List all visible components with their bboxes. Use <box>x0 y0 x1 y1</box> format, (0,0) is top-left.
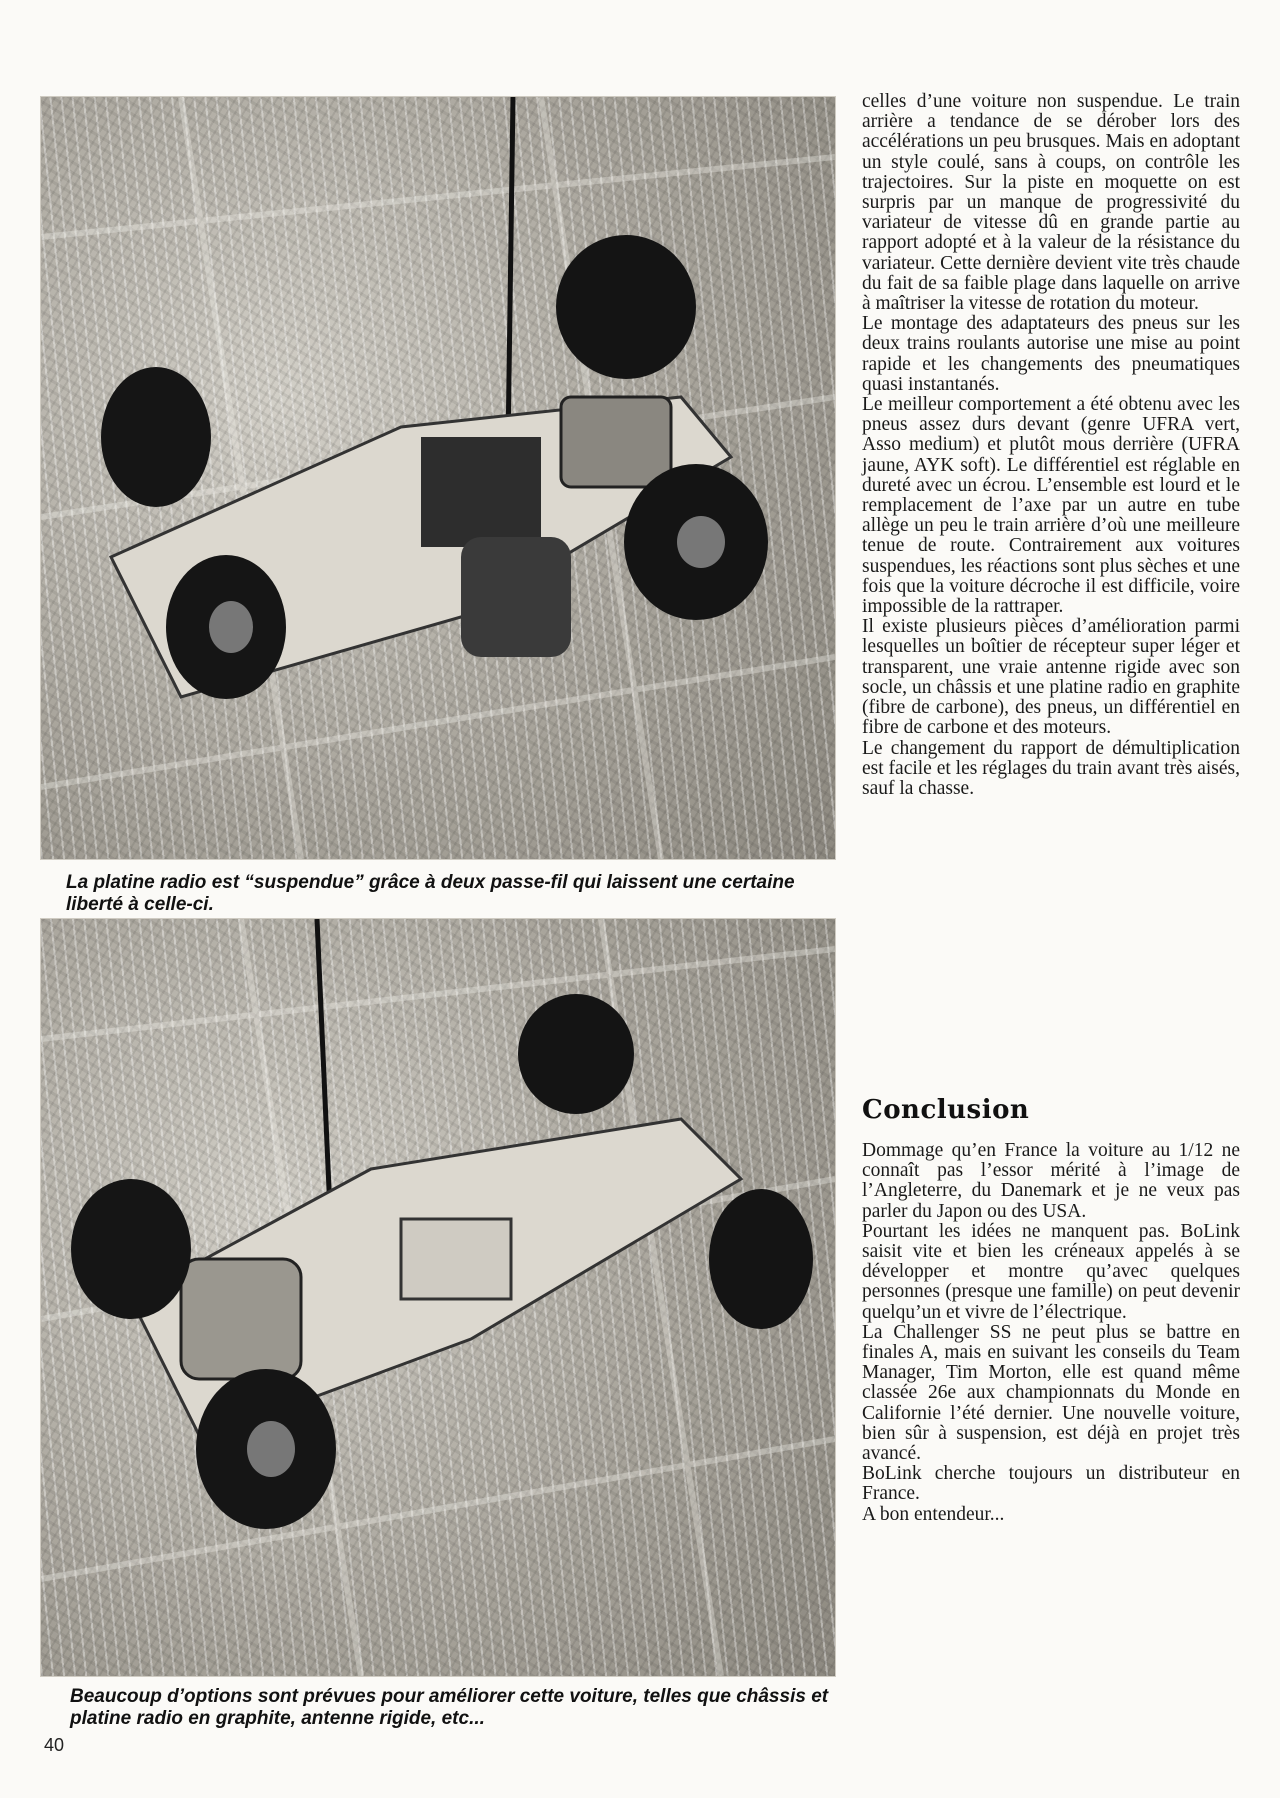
photo-caption-1: La platine radio est “suspendue” grâce à deux passe-fil qui laissent une certaine liberté à celle-ci. <box>66 872 795 915</box>
article-paragraph: A bon entendeur... <box>862 1503 1005 1525</box>
article-paragraph: Le montage des adaptateurs des pneus sur les deux trains roulants autorise une mise au point rapide et les changements des pneumatiques quasi instantanés. <box>862 313 1240 395</box>
article-paragraph: Dommage qu’en France la voiture au 1/12 ne connaît pas l’essor mérité à l’image de l’Angleterre, du Danemark et je ne veux pas parler du Japon ou des USA. <box>862 1140 1240 1222</box>
conclusion-section <box>862 1095 1240 1525</box>
conclusion-heading: Conclusion <box>862 1095 1030 1125</box>
article-paragraph: Le meilleur comportement a été obtenu avec les pneus assez durs devant (genre UFRA vert, Asso medium) et plutôt mous derrière (UFRA jaune, AYK soft). Le différentiel est réglable en dureté avec un écrou. L’ensemble est lourd et le remplacement de l’axe par un autre en tube allège un peu le train arrière d’où une meilleure tenue de route. Contrairement aux voitures suspendues, les réactions sont plus sèches et une fois que la voiture décroche il est difficile, voire impossible de la rattraper. <box>862 394 1241 618</box>
article-paragraph: BoLink cherche toujours un distributeur en France. <box>862 1463 1240 1505</box>
article-paragraph: celles d’une voiture non suspendue. Le train arrière a tendance de se dérober lors des accélérations un peu brusques. Mais en adoptant un style coulé, sans à coups, on contrôle les trajectoires. Sur la piste en moquette on est surpris par un manque de progressivité du variateur de vitesse dû en grande partie au rapport adopté et à la valeur de la résistance du variateur. Cette dernière devient vite très chaude du fait de sa faible plage dans laquelle on arrive à maîtriser la vitesse de rotation du moteur. <box>862 91 1240 315</box>
photo-caption-2: Beaucoup d’options sont prévues pour améliorer cette voiture, telles que châssis et platine radio en graphite, antenne rigide, etc... <box>70 1686 829 1729</box>
article-paragraph: Le changement du rapport de démultiplication est facile et les réglages du train avant très aisés, sauf la chasse. <box>862 737 1240 799</box>
article-column <box>862 92 1240 799</box>
article-paragraph: Il existe plusieurs pièces d’amélioration parmi lesquelles un boîtier de récepteur super léger et transparent, une vraie antenne rigide avec son socle, un châssis et une platine radio en graphite (fibre de carbone), des pneus, un différentiel en fibre de carbone et des moteurs. <box>862 616 1240 739</box>
article-paragraph: Pourtant les idées ne manquent pas. BoLink saisit vite et bien les créneaux appelés à se développer et montre qu’avec quelques personnes (presque une famille) on peut devenir quelqu’un et vivre de l’électrique. <box>862 1220 1240 1323</box>
photo-rc-car-top <box>40 96 836 860</box>
photo-rc-car-options <box>40 918 836 1677</box>
page-number: 40 <box>44 1735 65 1755</box>
article-paragraph: La Challenger SS ne peut plus se battre en finales A, mais en suivant les conseils du Team Manager, Tim Morton, elle est quand même classée 26e aux championnats du Monde en Californie l’été dernier. Une nouvelle voiture, bien sûr à suspension, est déjà en projet très avancé. <box>862 1321 1240 1465</box>
